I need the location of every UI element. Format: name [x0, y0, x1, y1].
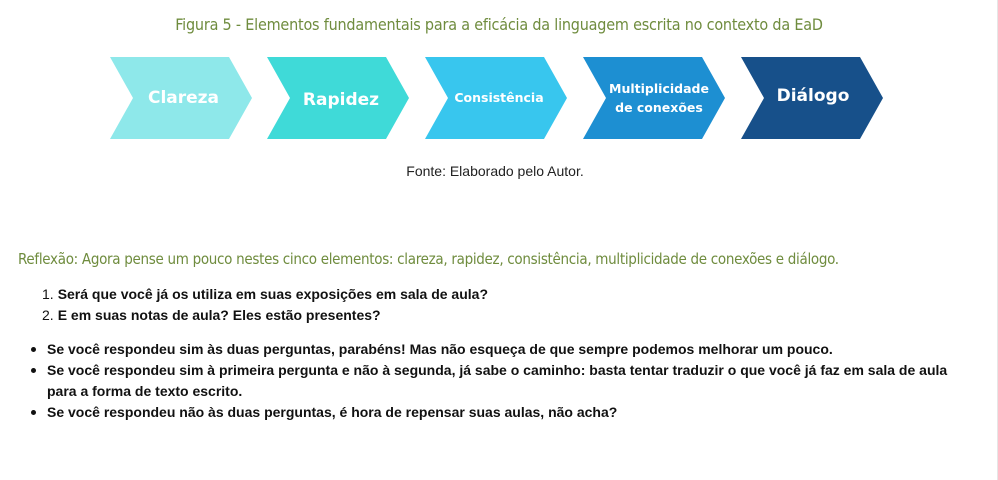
chevron-step-dialogo [741, 57, 883, 139]
figure-title: Figura 5 - Elementos fundamentais para a eficácia da linguagem escrita no contexto da EaD [175, 15, 823, 34]
chevron-label-consistencia: Consistência [454, 90, 544, 106]
answer-text: Se você respondeu sim à primeira pergunta e não à segunda, já sabe o caminho: basta tentar traduzir o que você já faz em sala de aula para a forma de texto escrito. [47, 362, 948, 399]
chevron-label-clareza: Clareza [147, 87, 220, 108]
bullet-icon [31, 347, 36, 352]
chevron-step-clareza [110, 57, 252, 139]
answers-list [30, 339, 980, 423]
reflection-heading: Reflexão: Agora pense um pouco nestes cinco elementos: clareza, rapidez, consistência, multiplicidade de conexões e diálogo. [18, 250, 839, 268]
question-text: Será que você já os utiliza em suas exposições em sala de aula? [57, 286, 488, 302]
questions-list [42, 284, 488, 326]
figure-source: Fonte: Elaborado pelo Autor. [406, 163, 584, 179]
list-item [30, 339, 980, 360]
chevron-process-diagram [0, 57, 998, 139]
question-number: 1. [42, 286, 54, 302]
chevron-step-rapidez [267, 57, 409, 139]
question-number: 2. [42, 307, 54, 323]
chevron-label-dialogo: Diálogo [776, 85, 850, 106]
list-item [30, 360, 980, 402]
answer-text: Se você respondeu sim às duas perguntas, parabéns! Mas não esqueça de que sempre podemos melhorar um pouco. [47, 341, 833, 357]
answer-text: Se você respondeu não às duas perguntas, é hora de repensar suas aulas, não acha? [47, 404, 618, 420]
chevron-step-multiplicidade [583, 57, 725, 139]
chevron-label-multiplicidade: Multiplicidade de conexões [609, 80, 709, 115]
bullet-icon [31, 410, 36, 415]
list-item [42, 305, 488, 326]
list-item [42, 284, 488, 305]
chevron-label-rapidez: Rapidez [302, 89, 380, 110]
question-text: E em suas notas de aula? Eles estão presentes? [57, 307, 381, 323]
list-item [30, 402, 980, 423]
bullet-icon [31, 368, 36, 373]
chevron-step-consistencia [425, 57, 567, 139]
